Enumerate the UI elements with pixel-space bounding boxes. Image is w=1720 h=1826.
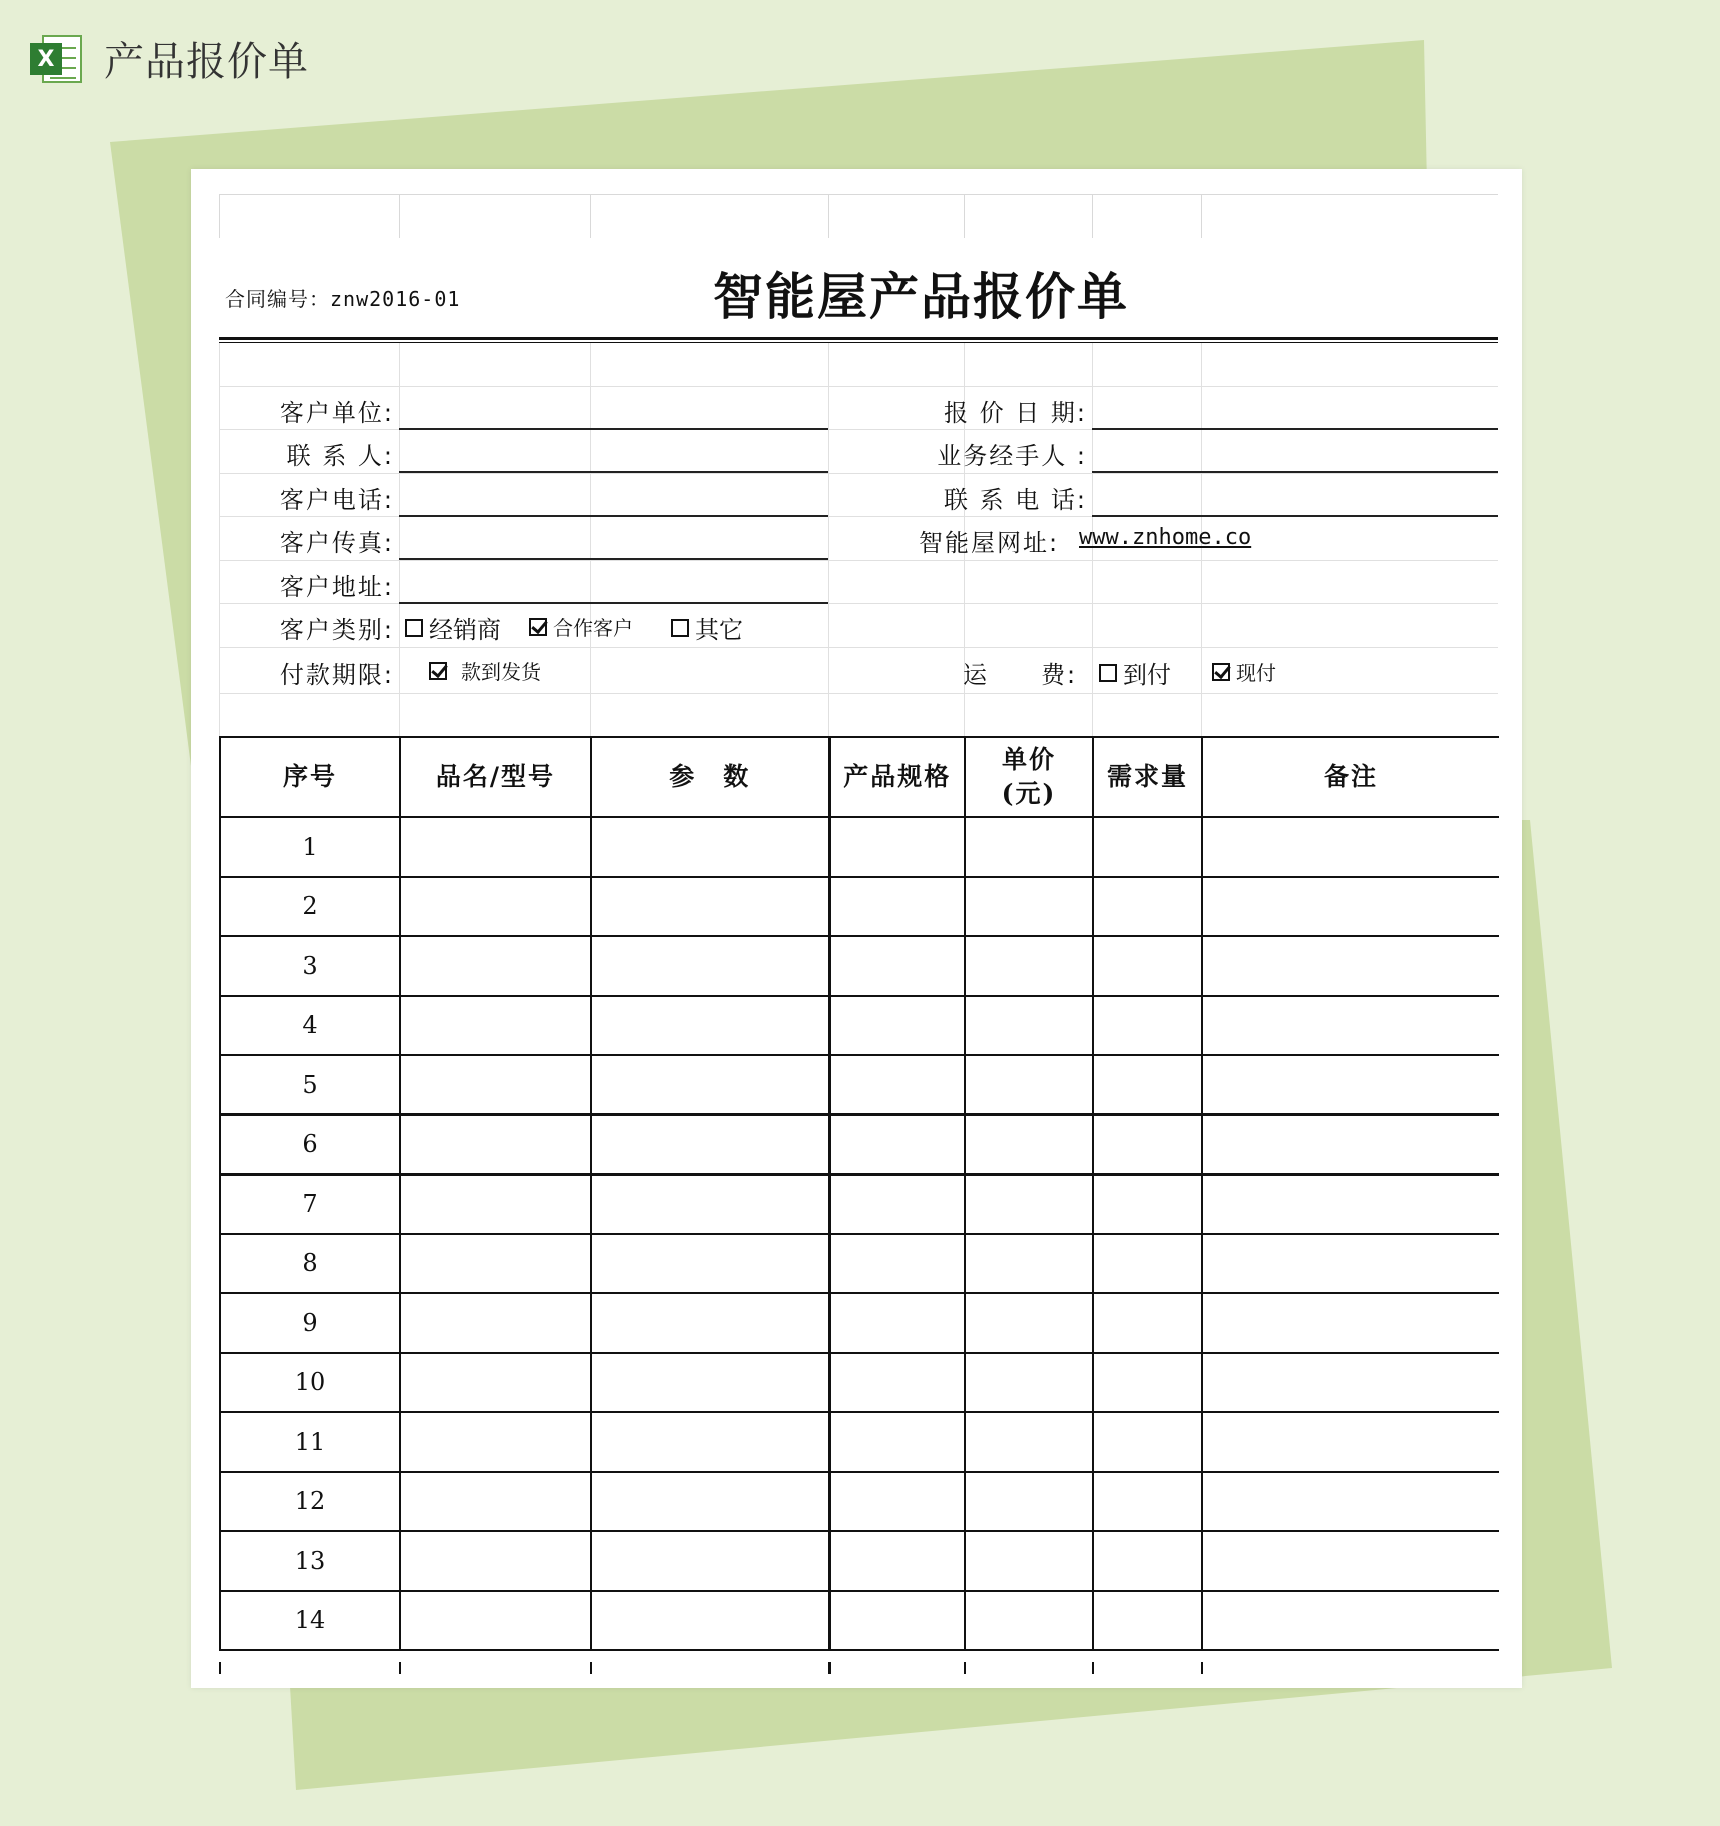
table-cell[interactable] bbox=[591, 936, 829, 996]
table-row bbox=[220, 1055, 1499, 1115]
table-row bbox=[220, 877, 1499, 937]
table-cell[interactable] bbox=[1202, 1412, 1499, 1472]
label-website: 智能屋网址: bbox=[919, 529, 1060, 557]
checkbox-box bbox=[1099, 664, 1117, 682]
contract-number: 合同编号：znw2016-01 bbox=[225, 287, 461, 311]
table-row bbox=[220, 996, 1499, 1056]
table-cell[interactable] bbox=[829, 1353, 965, 1413]
table-cell[interactable] bbox=[965, 1591, 1093, 1651]
quote-table bbox=[219, 736, 1498, 1651]
row-number: 3 bbox=[220, 936, 400, 996]
label-customer-unit: 客户单位: bbox=[279, 399, 394, 427]
table-cell[interactable] bbox=[1093, 1472, 1202, 1532]
document-title: 智能屋产品报价单 bbox=[713, 267, 1129, 326]
table-cell[interactable] bbox=[400, 996, 591, 1056]
table-cell[interactable] bbox=[1093, 1353, 1202, 1413]
header-quantity: 需求量 bbox=[1093, 737, 1202, 817]
row-number: 6 bbox=[220, 1115, 400, 1175]
header-no: 序号 bbox=[220, 737, 400, 817]
table-cell[interactable] bbox=[1093, 1234, 1202, 1294]
customer-info bbox=[219, 343, 1498, 738]
row-number: 9 bbox=[220, 1293, 400, 1353]
table-cell[interactable] bbox=[829, 1293, 965, 1353]
table-cell[interactable] bbox=[965, 1472, 1093, 1532]
row-number: 5 bbox=[220, 1055, 400, 1115]
table-cell[interactable] bbox=[591, 1055, 829, 1115]
table-cell[interactable] bbox=[829, 817, 965, 877]
row-number: 11 bbox=[220, 1412, 400, 1472]
table-cell[interactable] bbox=[965, 1174, 1093, 1234]
table-row bbox=[220, 1293, 1499, 1353]
table-cell[interactable] bbox=[829, 1234, 965, 1294]
table-cell[interactable] bbox=[965, 817, 1093, 877]
table-cell[interactable] bbox=[965, 1412, 1093, 1472]
table-cell[interactable] bbox=[1093, 936, 1202, 996]
quote-sheet bbox=[191, 169, 1522, 1688]
excel-icon bbox=[30, 31, 84, 85]
table-tail bbox=[219, 1662, 1498, 1674]
table-cell[interactable] bbox=[965, 1293, 1093, 1353]
table-cell[interactable] bbox=[591, 1174, 829, 1234]
table-cell[interactable] bbox=[1093, 1174, 1202, 1234]
table-cell[interactable] bbox=[1202, 1234, 1499, 1294]
table-row bbox=[220, 1353, 1499, 1413]
table-cell[interactable] bbox=[591, 1412, 829, 1472]
row-number: 14 bbox=[220, 1591, 400, 1651]
table-cell[interactable] bbox=[1093, 877, 1202, 937]
label-contact: 联 系 人: bbox=[286, 442, 394, 470]
table-cell[interactable] bbox=[829, 1055, 965, 1115]
table-cell[interactable] bbox=[829, 1115, 965, 1175]
table-cell[interactable] bbox=[829, 1531, 965, 1591]
table-cell[interactable] bbox=[400, 1472, 591, 1532]
checkbox-partner[interactable]: 合作客户 bbox=[529, 612, 633, 641]
table-row bbox=[220, 817, 1499, 877]
header-spec: 产品规格 bbox=[829, 737, 965, 817]
table-cell[interactable] bbox=[829, 936, 965, 996]
table-cell[interactable] bbox=[1093, 1531, 1202, 1591]
checkbox-other[interactable]: 其它 bbox=[671, 610, 743, 645]
table-cell[interactable] bbox=[1202, 1115, 1499, 1175]
table-cell[interactable] bbox=[965, 1115, 1093, 1175]
checkbox-box-checked bbox=[529, 618, 547, 636]
label-customer-address: 客户地址: bbox=[279, 573, 394, 601]
row-number: 4 bbox=[220, 996, 400, 1056]
checkbox-box bbox=[405, 619, 423, 637]
table-cell[interactable] bbox=[400, 1234, 591, 1294]
table-cell[interactable] bbox=[400, 1115, 591, 1175]
checkbox-pay-before-ship[interactable]: 款到发货 bbox=[429, 656, 541, 685]
table-cell[interactable] bbox=[829, 1472, 965, 1532]
table-cell[interactable] bbox=[1093, 817, 1202, 877]
table-cell[interactable] bbox=[1202, 1591, 1499, 1651]
label-customer-type: 客户类别: bbox=[279, 616, 394, 644]
table-row bbox=[220, 1591, 1499, 1651]
checkbox-freight-prepaid[interactable]: 现付 bbox=[1212, 657, 1276, 686]
table-cell[interactable] bbox=[400, 817, 591, 877]
label-customer-fax: 客户传真: bbox=[279, 529, 394, 557]
table-row bbox=[220, 1531, 1499, 1591]
checkbox-distributor[interactable]: 经销商 bbox=[405, 610, 501, 645]
header-parameters: 参 数 bbox=[591, 737, 829, 817]
label-customer-phone: 客户电话: bbox=[279, 486, 394, 514]
table-cell[interactable] bbox=[965, 1531, 1093, 1591]
table-cell[interactable] bbox=[1202, 1531, 1499, 1591]
table-cell[interactable] bbox=[400, 1174, 591, 1234]
table-cell[interactable] bbox=[1093, 1293, 1202, 1353]
header-product-model: 品名/型号 bbox=[400, 737, 591, 817]
row-number: 13 bbox=[220, 1531, 400, 1591]
table-cell[interactable] bbox=[1093, 1591, 1202, 1651]
table-cell[interactable] bbox=[1202, 1055, 1499, 1115]
table-cell[interactable] bbox=[1202, 877, 1499, 937]
table-cell[interactable] bbox=[591, 1591, 829, 1651]
table-header-row bbox=[220, 737, 1499, 817]
label-quote-date: 报 价 日 期: bbox=[944, 399, 1087, 427]
table-cell[interactable] bbox=[400, 936, 591, 996]
table-cell[interactable] bbox=[591, 1531, 829, 1591]
table-cell[interactable] bbox=[591, 1293, 829, 1353]
table-cell[interactable] bbox=[829, 996, 965, 1056]
table-cell[interactable] bbox=[829, 1412, 965, 1472]
table-cell[interactable] bbox=[591, 1472, 829, 1532]
table-row bbox=[220, 1412, 1499, 1472]
row-number: 8 bbox=[220, 1234, 400, 1294]
table-cell[interactable] bbox=[1202, 817, 1499, 877]
table-row bbox=[220, 1174, 1499, 1234]
website-link[interactable]: www.znhome.co bbox=[1079, 525, 1252, 550]
table-cell[interactable] bbox=[1093, 1055, 1202, 1115]
table-cell[interactable] bbox=[400, 1412, 591, 1472]
table-cell[interactable] bbox=[400, 1531, 591, 1591]
excel-badge: X bbox=[30, 43, 62, 75]
row-number: 10 bbox=[220, 1353, 400, 1413]
table-row bbox=[220, 1115, 1499, 1175]
table-cell[interactable] bbox=[400, 1353, 591, 1413]
table-row bbox=[220, 1234, 1499, 1294]
checkbox-box bbox=[671, 619, 689, 637]
header-remarks: 备注 bbox=[1202, 737, 1499, 817]
table-cell[interactable] bbox=[1202, 1174, 1499, 1234]
row-number: 1 bbox=[220, 817, 400, 877]
table-cell[interactable] bbox=[829, 1174, 965, 1234]
table-cell[interactable] bbox=[829, 1591, 965, 1651]
table-cell[interactable] bbox=[1202, 1472, 1499, 1532]
header-unit-price: 单价 (元) bbox=[965, 737, 1093, 817]
row-number: 2 bbox=[220, 877, 400, 937]
label-freight: 运 费: bbox=[963, 661, 1078, 689]
sheet-grid-top bbox=[219, 194, 1498, 238]
table-cell[interactable] bbox=[591, 1234, 829, 1294]
table-cell[interactable] bbox=[591, 1353, 829, 1413]
checkbox-box-checked bbox=[1212, 663, 1230, 681]
table-cell[interactable] bbox=[1202, 936, 1499, 996]
table-cell[interactable] bbox=[829, 877, 965, 937]
table-cell[interactable] bbox=[591, 877, 829, 937]
title-rule bbox=[219, 337, 1498, 340]
table-cell[interactable] bbox=[1093, 996, 1202, 1056]
table-cell[interactable] bbox=[591, 817, 829, 877]
table-cell[interactable] bbox=[965, 1353, 1093, 1413]
table-cell[interactable] bbox=[965, 996, 1093, 1056]
label-sales-agent: 业务经手人 : bbox=[937, 442, 1087, 470]
table-row bbox=[220, 936, 1499, 996]
table-cell[interactable] bbox=[1202, 1293, 1499, 1353]
table-cell[interactable] bbox=[965, 877, 1093, 937]
table-cell[interactable] bbox=[1093, 1115, 1202, 1175]
table-cell[interactable] bbox=[965, 936, 1093, 996]
checkbox-box-checked bbox=[429, 662, 447, 680]
app-title: 产品报价单 bbox=[104, 38, 309, 85]
table-cell[interactable] bbox=[1202, 996, 1499, 1056]
label-contact-phone: 联 系 电 话: bbox=[944, 486, 1087, 514]
table-cell[interactable] bbox=[400, 1293, 591, 1353]
row-number: 7 bbox=[220, 1174, 400, 1234]
label-payment-term: 付款期限: bbox=[279, 661, 394, 689]
table-cell[interactable] bbox=[591, 996, 829, 1056]
table-cell[interactable] bbox=[591, 1115, 829, 1175]
row-number: 12 bbox=[220, 1472, 400, 1532]
table-cell[interactable] bbox=[1202, 1353, 1499, 1413]
table-cell[interactable] bbox=[1093, 1412, 1202, 1472]
app-header bbox=[30, 28, 309, 88]
table-cell[interactable] bbox=[965, 1055, 1093, 1115]
table-cell[interactable] bbox=[400, 1591, 591, 1651]
table-cell[interactable] bbox=[400, 1055, 591, 1115]
table-cell[interactable] bbox=[400, 877, 591, 937]
table-row bbox=[220, 1472, 1499, 1532]
checkbox-freight-collect[interactable]: 到付 bbox=[1099, 655, 1171, 690]
table-cell[interactable] bbox=[965, 1234, 1093, 1294]
